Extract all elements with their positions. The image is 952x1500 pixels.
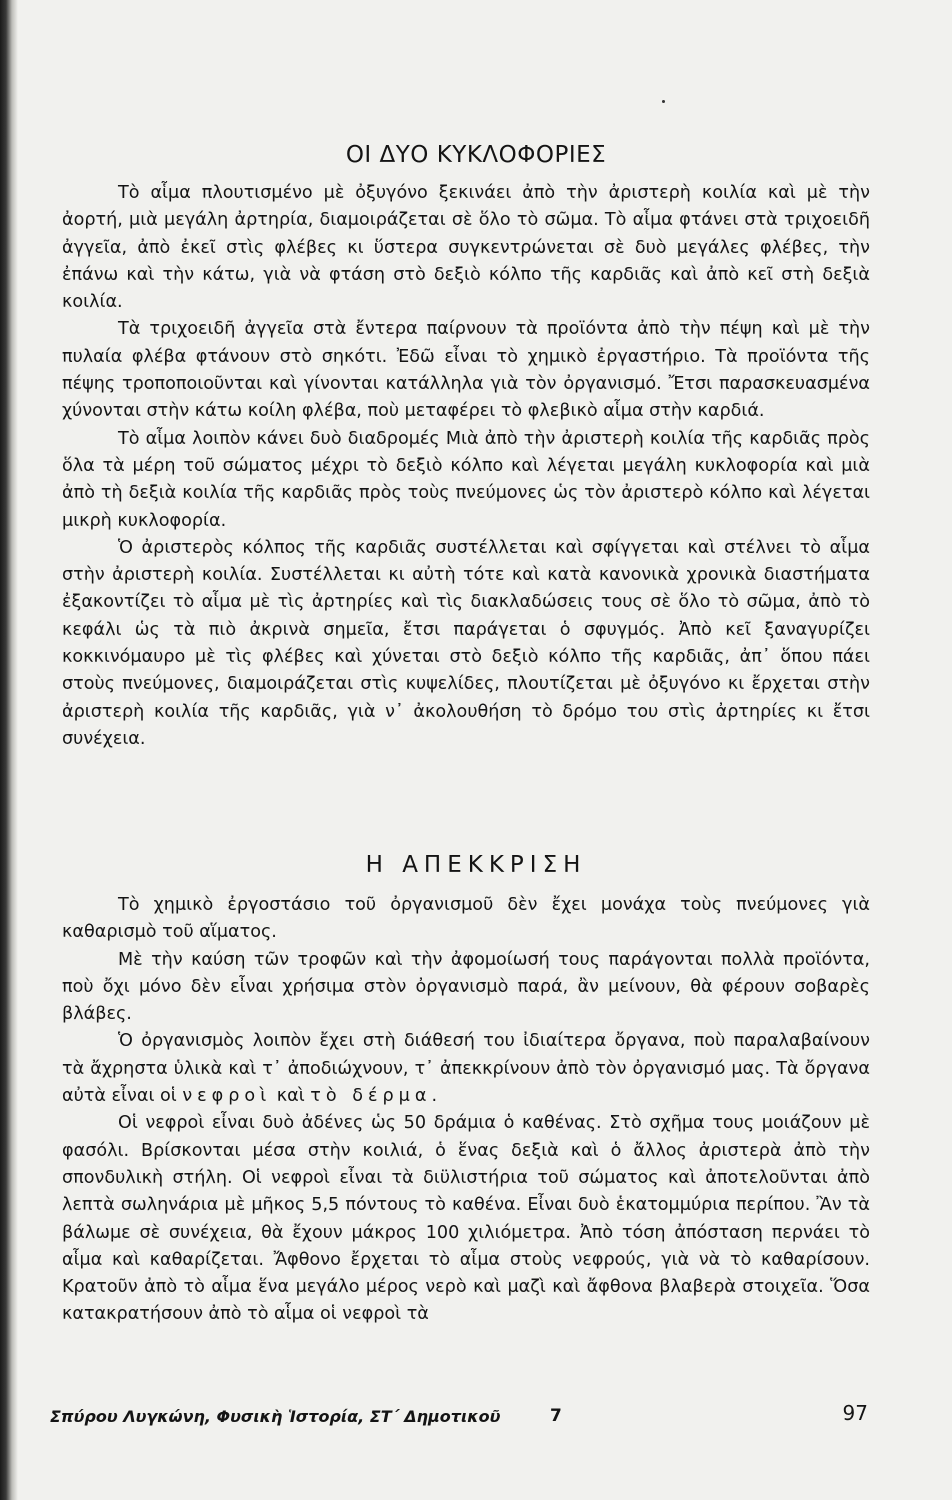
paragraph: Οἱ νεφροὶ εἶναι δυὸ ἀδένες ὡς 50 δράμια ὁ καθένας. Στὸ σχῆμα τους μοιάζουν μὲ φασόλι. Βρίσκονται μέσα στὴν κοιλιά, ὁ ἕνας δεξιὰ καὶ ὁ ἄλλος ἀριστερὰ ἀπὸ τὴν σπονδυλικὴ στήλη. Οἱ νεφροὶ εἶναι τὰ διϋλιστήρια τοῦ σώματος καὶ ἀποτελοῦνται ἀπὸ λεπτὰ σωληνάρια μὲ μῆκος 5,5 πόντους τὸ καθένα. Εἶναι δυὸ ἑκατομμύρια περίπου. Ἂν τὰ βάλωμε σὲ συνέχεια, θὰ ἔχουν μάκρος 100 χιλιόμετρα. Ἀπὸ τόση ἀπόσταση περνάει τὸ αἷμα καὶ καθαρίζεται. Ἄφθονο ἔρχεται τὸ αἷμα στοὺς νεφρούς, γιὰ νὰ τὸ καθαρίσουν. Κρατοῦν ἀπὸ τὸ αἷμα ἕνα μεγάλο μέρος νερὸ καὶ μαζὶ καὶ ἄφθονα βλαβερὰ στοιχεῖα. Ὅσα κατακρατήσουν ἀπὸ τὸ αἷμα οἱ νεφροὶ τὰ (62, 1113, 870, 1325)
paragraph (62, 1028, 870, 1110)
section-excretion (62, 892, 870, 1329)
book-spine-shadow (0, 0, 18, 1500)
page-number: 97 (842, 1401, 868, 1425)
paragraph: Τὸ αἷμα λοιπὸν κάνει δυὸ διαδρομές Μιὰ ἀπὸ τὴν ἀριστερὴ κοιλία τῆς καρδιᾶς πρὸς ὅλα τὰ μέρη τοῦ σώματος μέχρι τὸ δεξιὸ κόλπο καὶ λέγεται μεγάλη κυκλοφορία καὶ μιὰ ἀπὸ τὴ δεξιὰ κοιλία τῆς καρδιᾶς πρὸς τοὺς πνεύμονες ὡς τὸν ἀριστερὸ κόλπο καὶ λέγεται μικρὴ κυκλοφορία. (62, 428, 870, 531)
emphasized-term-skin: τὸ δέρμα. (310, 1086, 443, 1107)
paragraph: Τὸ χημικὸ ἐργοστάσιο τοῦ ὀργανισμοῦ δὲν ἔχει μονάχα τοὺς πνεύμονες γιὰ καθαρισμὸ τοῦ αἵματος. (62, 895, 870, 943)
conjunction: καὶ (276, 1086, 305, 1107)
paragraph: Μὲ τὴν καύση τῶν τροφῶν καὶ τὴν ἀφομοίωσή τους παράγονται πολλὰ προϊόντα, ποὺ ὄχι μόνο δὲν εἶναι χρήσιμα στὸν ὀργανισμὸ παρά, ἂν μείνουν, θὰ φέρουν σοβαρὲς βλάβες. (62, 949, 870, 1025)
footer-book-credit: Σπύρου Λυγκώνη, Φυσικὴ Ἱστορία, ΣΤ΄ Δημοτικοῦ (50, 1407, 501, 1426)
paragraph: Τὰ τριχοειδῆ ἀγγεῖα στὰ ἔντερα παίρνουν τὰ προϊόντα ἀπὸ τὴν πέψη καὶ μὲ τὴν πυλαία φλέβα φτάνουν στὸ σηκότι. Ἐδῶ εἶναι τὸ χημικὸ ἐργαστήριο. Τὰ προϊόντα τῆς πέψης τροποποιοῦνται καὶ γίνονται κατάλληλα γιὰ τὸν ὀργανισμό. Ἔτσι παρασκευασμένα χύνονται στὴν κάτω κοίλη φλέβα, ποὺ μεταφέρει τὸ φλεβικὸ αἷμα στὴν καρδιά. (62, 319, 870, 422)
paragraph-text: Ὁ ὀργανισμὸς λοιπὸν ἔχει στὴ διάθεσή του ἰδιαίτερα ὄργανα, ποὺ παραλαβαίνουν τὰ ἄχρηστα ὑλικὰ καὶ τ᾿ ἀποδιώχνουν, τ᾿ ἀπεκκρίνουν ἀπὸ τὸν ὀργανισμό μας. Τὰ ὄργανα αὐτὰ εἶναι οἱ (62, 1031, 870, 1107)
section-heading-excretion: Η ΑΠΕΚΚΡΙΣΗ (365, 852, 587, 878)
print-speck (662, 100, 665, 103)
section-two-circulations (62, 180, 870, 753)
footer-signature-mark: 7 (550, 1406, 562, 1426)
paragraph: Τὸ αἷμα πλουτισμένο μὲ ὀξυγόνο ξεκινάει ἀπὸ τὴν ἀριστερὴ κοιλία καὶ μὲ τὴν ἀορτή, μιὰ μεγάλη ἀρτηρία, διαμοιράζεται σὲ ὅλο τὸ σῶμα. Τὸ αἷμα φτάνει στὰ τριχοειδῆ ἀγγεῖα, ἀπὸ ἐκεῖ στὶς φλέβες κι ὕστερα συγκεντρώνεται σὲ δυὸ μεγάλες φλέβες, τὴν ἐπάνω καὶ τὴν κάτω, γιὰ νὰ φτάση στὸ δεξιὸ κόλπο τῆς καρδιᾶς καὶ ἀπὸ κεῖ στὴ δεξιὰ κοιλία. (62, 183, 870, 313)
emphasized-term-kidneys: νεφροὶ (182, 1086, 272, 1107)
paragraph: Ὁ ἀριστερὸς κόλπος τῆς καρδιᾶς συστέλλεται καὶ σφίγγεται καὶ στέλνει τὸ αἷμα στὴν ἀριστερὴ κοιλία. Συστέλλεται κι αὐτὴ τότε καὶ κατὰ κανονικὰ χρονικὰ διαστήματα ἐξακοντίζει τὸ αἷμα μὲ τὶς ἀρτηρίες καὶ τὶς διακλαδώσεις τους σὲ ὅλο τὸ σῶμα, ἀπὸ τὸ κεφάλι ὡς τὰ πιὸ ἀκρινὰ σημεῖα, ἔτσι παράγεται ὁ σφυγμός. Ἀπὸ κεῖ ξαναγυρίζει κοκκινόμαυρο μὲ τὶς φλέβες καὶ χύνεται στὸ δεξιὸ κόλπο τῆς καρδιᾶς, ἀπ᾿ ὅπου πάει στοὺς πνεύμονες, διαμοιράζεται στὶς κυψελίδες, πλουτίζεται μὲ ὀξυγόνο κι ἔρχεται στὴν ἀριστερὴ κοιλία τῆς καρδιᾶς, γιὰ ν᾿ ἀκολουθήση τὸ δρόμο του στὶς ἀρτηρίες κι ἔτσι συνέχεια. (62, 537, 870, 749)
page-title: ΟΙ ΔΥΟ ΚΥΚΛΟΦΟΡΙΕΣ (345, 142, 607, 168)
